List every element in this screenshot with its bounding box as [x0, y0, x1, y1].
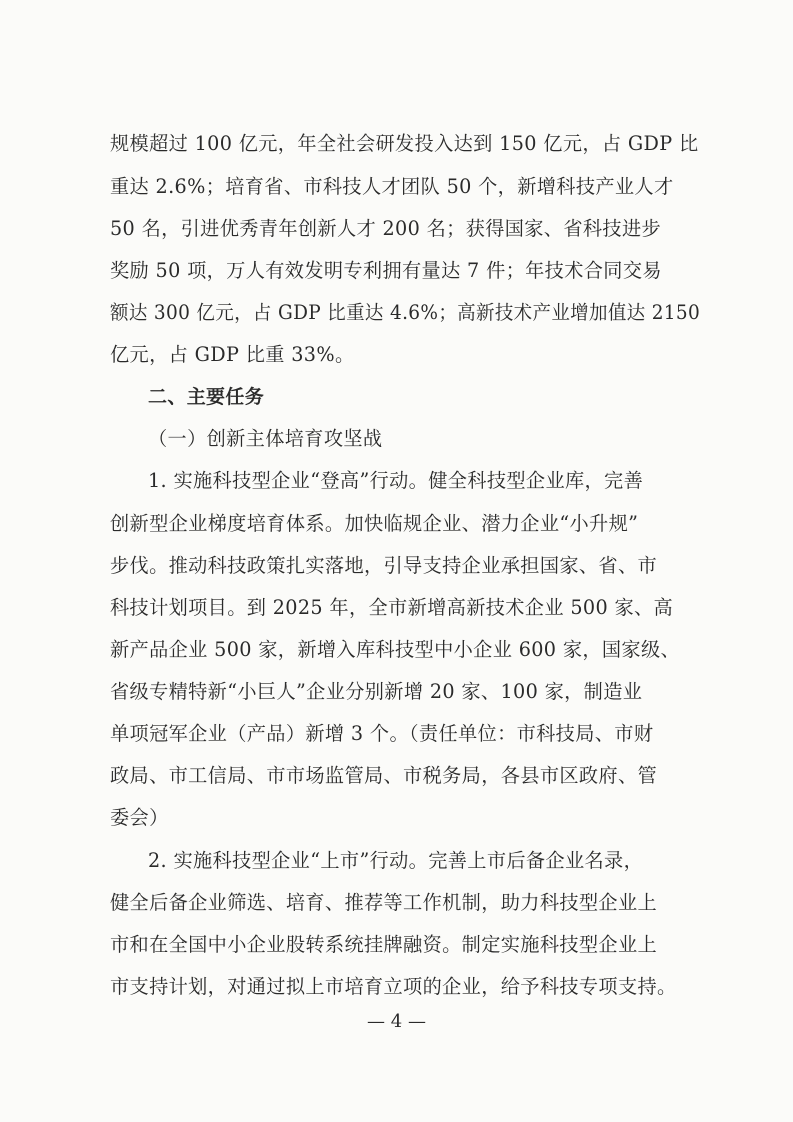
body-line: 省级专精特新“小巨人”企业分别新增 20 家、100 家，制造业: [110, 680, 643, 703]
body-line: 创新型企业梯度培育体系。加快临规企业、潜力企业“小升规”: [110, 512, 639, 535]
body-line: 步伐。推动科技政策扎实落地，引导支持企业承担国家、省、市: [110, 554, 658, 577]
body-line: 市和在全国中小企业股转系统挂牌融资。制定实施科技型企业上: [110, 933, 658, 956]
subsection-heading: （一）创新主体培育攻坚战: [148, 427, 383, 450]
body-line: 委会）: [110, 806, 169, 829]
body-line: 2. 实施科技型企业“上市”行动。完善上市后备企业名录，: [148, 849, 644, 872]
body-line: 亿元，占 GDP 比重 33%。: [110, 343, 355, 366]
body-line: 单项冠军企业（产品）新增 3 个。（责任单位：市科技局、市财: [110, 722, 654, 745]
body-line: 额达 300 亿元，占 GDP 比重达 4.6%；高新技术产业增加值达 2150: [110, 301, 701, 324]
body-line: 新产品企业 500 家，新增入库科技型中小企业 600 家，国家级、: [110, 638, 681, 661]
body-line: 政局、市工信局、市市场监管局、市税务局，各县市区政府、管: [110, 764, 658, 787]
section-heading: 二、主要任务: [148, 386, 265, 408]
body-line: 50 名，引进优秀青年创新人才 200 名；获得国家、省科技进步: [110, 217, 662, 240]
body-line: 重达 2.6%；培育省、市科技人才团队 50 个，新增科技产业人才: [110, 175, 674, 198]
body-line: 奖励 50 项，万人有效发明专利拥有量达 7 件；年技术合同交易: [110, 259, 662, 282]
body-line: 科技计划项目。到 2025 年，全市新增高新技术企业 500 家、高: [110, 596, 674, 619]
body-line: 市支持计划，对通过拟上市培育立项的企业，给予科技专项支持。: [110, 975, 677, 998]
body-line: 规模超过 100 亿元，年全社会研发投入达到 150 亿元，占 GDP 比: [110, 132, 699, 155]
page-number: — 4 —: [367, 1011, 426, 1032]
body-line: 健全后备企业筛选、培育、推荐等工作机制，助力科技型企业上: [110, 891, 658, 914]
body-line: 1. 实施科技型企业“登高”行动。健全科技型企业库，完善: [148, 469, 644, 492]
